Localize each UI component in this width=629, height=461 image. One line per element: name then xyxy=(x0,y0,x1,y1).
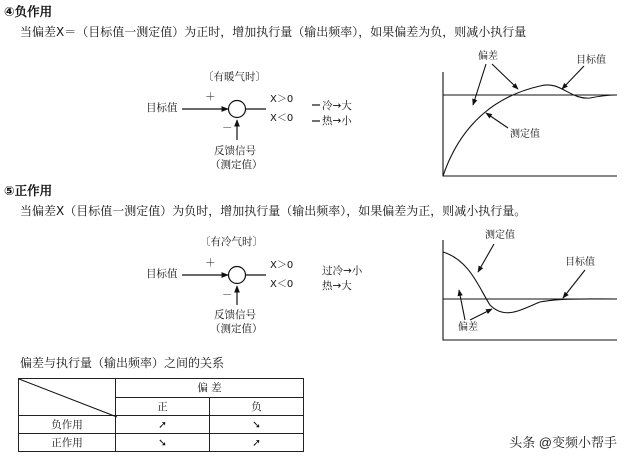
section4-response-graph xyxy=(443,64,617,176)
table-cell-arrow: ➘ xyxy=(116,434,210,452)
section4-minus: － xyxy=(222,122,233,134)
section5-feedback: 反馈信号 xyxy=(214,309,256,321)
graph5-measured-label: 测定值 xyxy=(485,230,515,241)
section4-cond-neg: X＜0 xyxy=(270,113,294,124)
graph5-measured-curve xyxy=(443,252,617,313)
graph4-measured-curve xyxy=(443,85,617,176)
section5-response-graph xyxy=(443,240,617,340)
relation-table xyxy=(18,378,304,452)
section5-result-pos: 过冷→小 xyxy=(322,265,363,277)
section5-cond-pos: X＞0 xyxy=(270,260,294,271)
section4-summing-junction xyxy=(229,101,246,118)
section5-plus: ＋ xyxy=(205,257,216,269)
section4-description: 当偏差X＝（目标值一测定值）为正时，增加执行量（输出频率），如果偏差为负，则减小执行量 xyxy=(20,25,527,39)
table-corner-cell xyxy=(19,379,116,416)
table-row-label: 负作用 xyxy=(19,416,116,434)
section5-minus: － xyxy=(222,289,233,301)
section4-plus: ＋ xyxy=(205,91,216,103)
section5-block-diagram xyxy=(182,267,266,306)
section4-block-diagram xyxy=(182,101,320,141)
graph4-target-label: 目标值 xyxy=(576,55,606,66)
section4-result-pos: 冷→大 xyxy=(322,100,352,112)
relation-title: 偏差与执行量（输出频率）之间的关系 xyxy=(20,356,225,370)
table-cell-arrow: ➚ xyxy=(116,416,210,434)
section4-result-neg: 热→小 xyxy=(322,115,352,127)
section4-target-label: 目标值 xyxy=(146,102,178,114)
section5-result-neg: 热→大 xyxy=(322,280,352,292)
section5-summing-junction xyxy=(229,267,246,284)
section4-feedback: 反馈信号 xyxy=(214,145,256,157)
section5-description: 当偏差X（目标值一测定值）为负时，增加执行量（输出频率），如果偏差为正，则减小执行量。 xyxy=(20,204,527,218)
section5-mode: 〔有冷气时〕 xyxy=(200,236,263,248)
section4-cond-pos: X＞0 xyxy=(270,94,294,105)
table-row xyxy=(19,434,304,452)
table-row xyxy=(19,416,304,434)
graph5-axes xyxy=(443,240,617,340)
section5-target-label: 目标值 xyxy=(146,268,178,280)
section4-title: ④负作用 xyxy=(4,4,53,19)
section4-feedback-note: （测定值） xyxy=(210,159,263,171)
table-cell-arrow: ➚ xyxy=(210,434,304,452)
graph5-target-label: 目标值 xyxy=(565,257,595,268)
table-group-header: 偏 差 xyxy=(116,379,304,398)
section4-mode: 〔有暖气时〕 xyxy=(203,71,266,83)
watermark: 头条 @变频小帮手 xyxy=(509,435,617,450)
table-row-label: 正作用 xyxy=(19,434,116,452)
graph4-axes xyxy=(443,72,617,176)
table-diagonal xyxy=(19,379,117,417)
section5-cond-neg: X＜0 xyxy=(270,279,294,290)
table-header-negative: 负 xyxy=(210,397,304,416)
graph4-deviation-label: 偏差 xyxy=(478,51,498,62)
section5-title: ⑤正作用 xyxy=(4,183,53,198)
graph4-measured-label: 测定值 xyxy=(510,129,540,140)
table-header-positive: 正 xyxy=(116,397,210,416)
table-cell-arrow: ➘ xyxy=(210,416,304,434)
graph5-deviation-label: 偏差 xyxy=(458,322,478,333)
section5-feedback-note: （测定值） xyxy=(210,323,263,335)
